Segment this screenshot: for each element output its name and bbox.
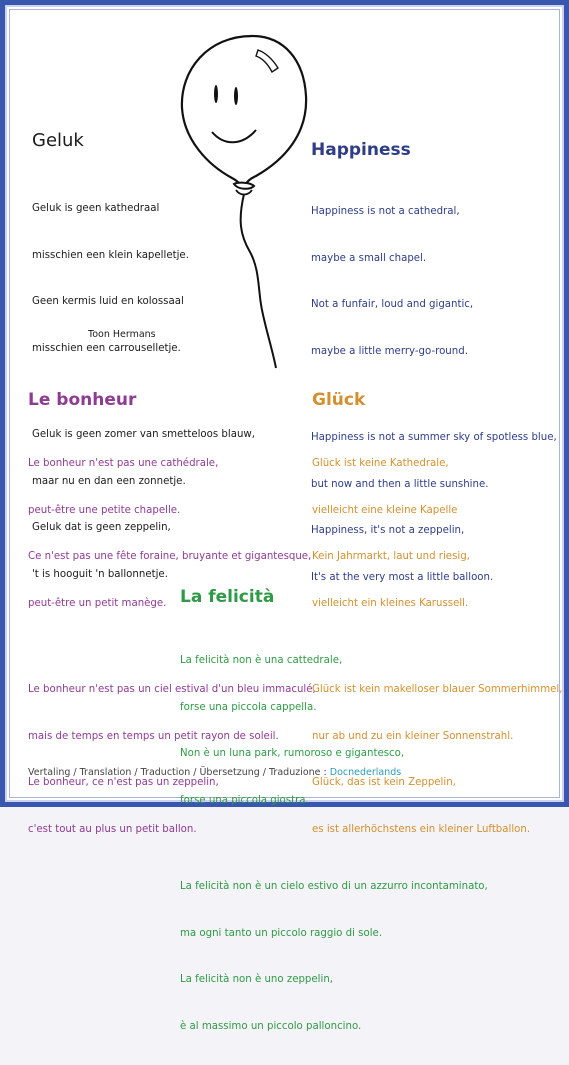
poem-line: Le bonheur n'est pas une cathédrale, (28, 458, 219, 469)
poem-title-french: Le bonheur (28, 390, 137, 410)
poem-line: vielleicht eine kleine Kapelle (312, 504, 458, 516)
poem-line: ma ogni tanto un piccolo raggio di sole. (180, 927, 383, 939)
poem-title-italian: La felicità (180, 587, 275, 607)
poem-line: peut-être un petit manège. (28, 597, 167, 609)
poem-line: It's at the very most a little balloon. (311, 571, 494, 583)
poem-line: but now and then a little sunshine. (311, 478, 489, 490)
poem-line: Glück ist kein makelloser blauer Sommerhimmel, (312, 684, 563, 695)
balloon-body (182, 36, 306, 184)
poem-english (311, 140, 411, 160)
poem-line: Le bonheur n'est pas un ciel estival d'un bleu immaculé, (28, 684, 316, 695)
poem-line: Geluk is geen kathedraal (32, 203, 160, 214)
balloon-left-eye (214, 85, 218, 103)
poem-line: La felicità non è una cattedrale, (180, 655, 343, 666)
poem-line: 't is hooguit 'n ballonnetje. (32, 568, 168, 580)
poem-line: Kein Jahrmarkt, laut und riesig, (312, 551, 470, 562)
poem-line: maybe a small chapel. (311, 252, 427, 264)
poem-line: es ist allerhöchstens ein kleiner Luftballon. (312, 823, 531, 835)
poem-line: vielleicht ein kleines Karussell. (312, 597, 469, 609)
poem-line: La felicità non è uno zeppelin, (180, 974, 334, 985)
poem-line: Not a funfair, loud and gigantic, (311, 299, 474, 310)
poem-line: Ce n'est pas une fête foraine, bruyante et gigantesque, (28, 551, 312, 562)
poem-line: La felicità non è un cielo estivo di un azzurro incontaminato, (180, 881, 488, 892)
poem-line: Non è un luna park, rumoroso e gigantesco, (180, 748, 405, 759)
poem-line: Glück ist keine Kathedrale, (312, 458, 449, 469)
poem-title-german: Glück (312, 390, 366, 410)
poem-italian (180, 587, 274, 607)
poem-line: mais de temps en temps un petit rayon de soleil. (28, 730, 279, 742)
poem-title-english: Happiness (311, 140, 411, 160)
translator-link[interactable]: Docnederlands (329, 767, 402, 778)
author-name: Toon Hermans (88, 329, 156, 340)
poem-line: misschien een klein kapelletje. (32, 249, 189, 261)
poem-line: Geluk dat is geen zeppelin, (32, 522, 171, 533)
poem-line: Happiness, it's not a zeppelin, (311, 525, 465, 536)
poem-line: forse una piccola cappella. (180, 701, 317, 713)
page (10, 10, 563, 1032)
poem-line: Happiness is not a cathedral, (311, 206, 460, 217)
poem-body-italian (180, 622, 488, 1065)
poem-title-dutch: Geluk (32, 130, 84, 151)
poem-line: Happiness is not a summer sky of spotless blue, (311, 432, 557, 443)
poem-line: maybe a little merry-go-round. (311, 345, 468, 357)
balloon-right-eye (234, 87, 238, 105)
translation-credit (28, 767, 401, 778)
poem-line: è al massimo un piccolo palloncino. (180, 1020, 362, 1032)
translation-credit-label: Vertaling / Translation / Traduction / Übersetzung / Traduzione : (28, 767, 327, 778)
poem-line: forse una piccola giostra. (180, 794, 309, 806)
poem-line: maar nu en dan een zonnetje. (32, 475, 186, 487)
poem-line: Geen kermis luid en kolossaal (32, 296, 184, 307)
poem-line: Geluk is geen zomer van smetteloos blauw, (32, 429, 255, 440)
poem-dutch (32, 130, 84, 151)
poem-line: Le bonheur, ce n'est pas un zeppelin, (28, 777, 219, 788)
poem-line: c'est tout au plus un petit ballon. (28, 823, 197, 835)
poem-line: misschien een carrouselletje. (32, 342, 181, 354)
poem-french (28, 390, 136, 410)
poem-line: peut-être une petite chapelle. (28, 504, 181, 516)
poem-line: Glück, das ist kein Zeppelin, (312, 777, 456, 788)
poem-german (312, 390, 365, 410)
poem-line: nur ab und zu ein kleiner Sonnenstrahl. (312, 730, 514, 742)
